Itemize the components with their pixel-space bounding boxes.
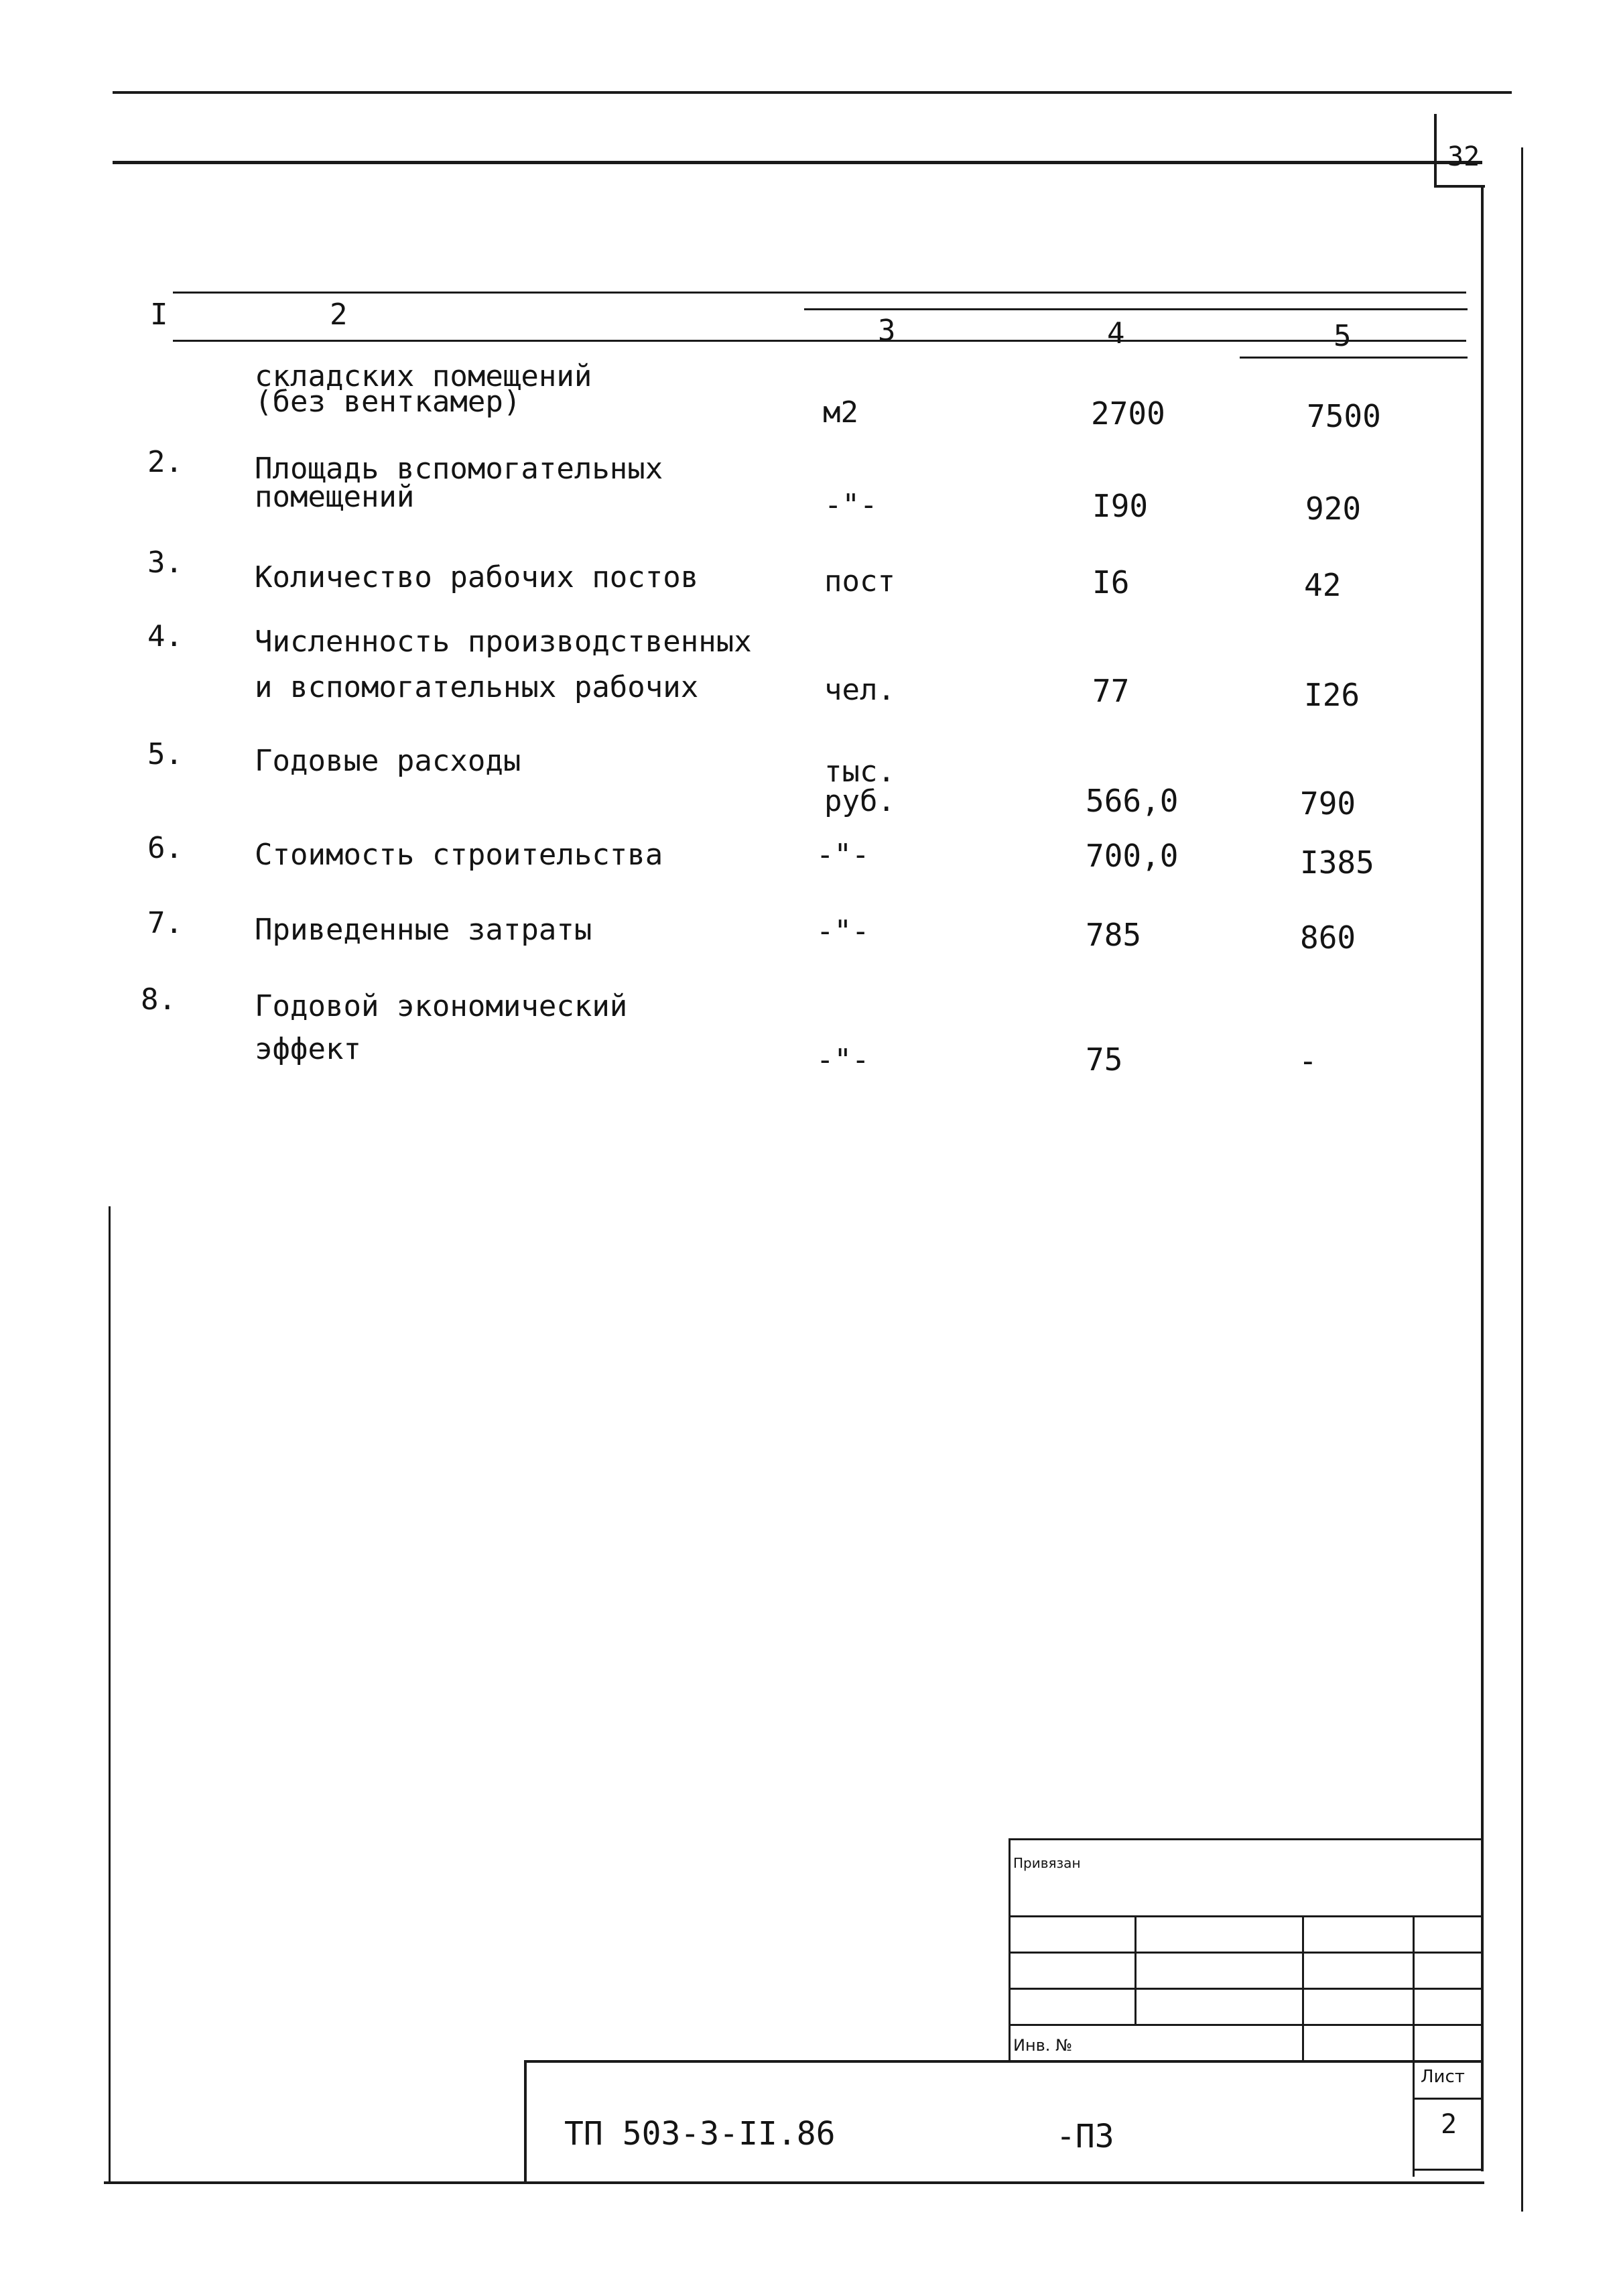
row-6-number: 6. xyxy=(147,831,183,865)
row-8-value-4: 75 xyxy=(1086,1041,1123,1078)
sheet-cell-bottom-line xyxy=(1413,2169,1482,2171)
title-block-top-line xyxy=(524,2060,1482,2063)
stamp-sheet-value: 2 xyxy=(1441,2109,1457,2140)
row-6-unit: -"- xyxy=(816,838,870,872)
row-8-name-line-1: Годовой экономический xyxy=(255,989,628,1023)
row-4-value-4: 77 xyxy=(1092,673,1130,709)
row-5-number: 5. xyxy=(147,737,183,771)
row-8-number: 8. xyxy=(141,982,176,1017)
continued-row-name-line-1: складских помещений xyxy=(255,359,592,393)
continued-row-unit: м2 xyxy=(823,395,858,430)
row-6-value-5: I385 xyxy=(1300,844,1374,881)
sheet-cell-divider-line xyxy=(1413,2098,1482,2100)
title-block-left-line xyxy=(524,2060,527,2183)
sheet-number-bottom-line xyxy=(1434,185,1485,188)
stamp-row-line-4 xyxy=(1009,2024,1483,2026)
row-3-unit: пост xyxy=(824,564,895,598)
stamp-col-line-2 xyxy=(1302,1915,1304,2062)
stamp-row-line-3 xyxy=(1009,1988,1483,1990)
outer-right-margin-line xyxy=(1521,147,1523,2212)
row-8-name-line-2: эффект xyxy=(255,1032,361,1066)
row-7-value-4: 785 xyxy=(1086,917,1142,953)
row-6-value-4: 700,0 xyxy=(1086,838,1179,874)
stamp-left-line xyxy=(1009,1838,1011,2062)
stamp-top-line xyxy=(1009,1838,1483,1840)
row-2-value-5: 920 xyxy=(1305,491,1362,527)
row-4-name-line-1: Численность производственных xyxy=(255,625,752,659)
row-7-unit: -"- xyxy=(816,914,870,948)
row-3-value-5: 42 xyxy=(1304,567,1342,603)
row-4-number: 4. xyxy=(147,619,183,653)
continued-row-value-5: 7500 xyxy=(1307,398,1381,434)
row-8-unit: -"- xyxy=(816,1043,870,1077)
row-2-number: 2. xyxy=(147,445,183,479)
row-5-unit-line-2: руб. xyxy=(824,784,895,818)
row-5-value-5: 790 xyxy=(1300,785,1356,822)
row-7-value-5: 860 xyxy=(1300,919,1356,956)
row-5-name-line-1: Годовые расходы xyxy=(255,744,521,778)
row-2-unit: -"- xyxy=(824,488,878,522)
left-frame-line xyxy=(109,1206,111,2183)
table-header-col3-line xyxy=(804,308,1468,310)
row-5-unit-line-1: тыс. xyxy=(824,755,895,789)
document-suffix: -ПЗ xyxy=(1056,2118,1114,2155)
column-header-1: I xyxy=(150,298,168,332)
column-header-2: 2 xyxy=(330,298,348,332)
row-6-name-line-1: Стоимость строительства xyxy=(255,838,663,872)
stamp-col-line-1 xyxy=(1134,1915,1137,2026)
stamp-sheet-label: Лист xyxy=(1421,2067,1465,2087)
row-3-number: 3. xyxy=(147,546,183,580)
stamp-row-line-2 xyxy=(1009,1952,1483,1954)
row-2-name-line-2: помещений xyxy=(255,480,415,514)
row-3-value-4: I6 xyxy=(1092,564,1130,600)
continued-row-name-line-2: (без венткамер) xyxy=(255,385,521,419)
row-5-value-4: 566,0 xyxy=(1086,783,1179,819)
sheet-number: 32 xyxy=(1447,141,1480,172)
column-header-3: 3 xyxy=(878,314,896,348)
sheet-number-left-line xyxy=(1434,114,1437,188)
row-2-value-4: I90 xyxy=(1092,488,1149,524)
stamp-row-line-1 xyxy=(1009,1915,1483,1917)
table-header-col5-line xyxy=(1240,357,1468,359)
right-frame-line xyxy=(1481,188,1484,2171)
document-code: ТП 503-3-II.86 xyxy=(564,2115,836,2153)
bottom-frame-line xyxy=(104,2181,1484,2184)
table-header-bottom-line xyxy=(173,340,1466,342)
row-7-number: 7. xyxy=(147,906,183,940)
column-header-5: 5 xyxy=(1334,319,1352,353)
column-header-4: 4 xyxy=(1107,316,1125,350)
row-4-value-5: I26 xyxy=(1304,677,1360,713)
stamp-inv-label: Инв. № xyxy=(1013,2036,1073,2055)
stamp-col-line-3 xyxy=(1413,1915,1415,2177)
row-4-name-line-2: и вспомогательных рабочих xyxy=(255,670,699,704)
stamp-attached-label: Привязан xyxy=(1013,1855,1081,1871)
header-border-line xyxy=(113,161,1482,164)
row-4-unit: чел. xyxy=(824,673,895,707)
continued-row-value-4: 2700 xyxy=(1091,395,1165,432)
row-2-name-line-1: Площадь вспомогательных xyxy=(255,452,663,486)
row-3-name-line-1: Количество рабочих постов xyxy=(255,560,699,594)
top-border-line xyxy=(113,91,1512,94)
row-8-value-5: - xyxy=(1299,1043,1317,1079)
row-7-name-line-1: Приведенные затраты xyxy=(255,913,592,947)
table-header-top-line xyxy=(173,292,1466,294)
